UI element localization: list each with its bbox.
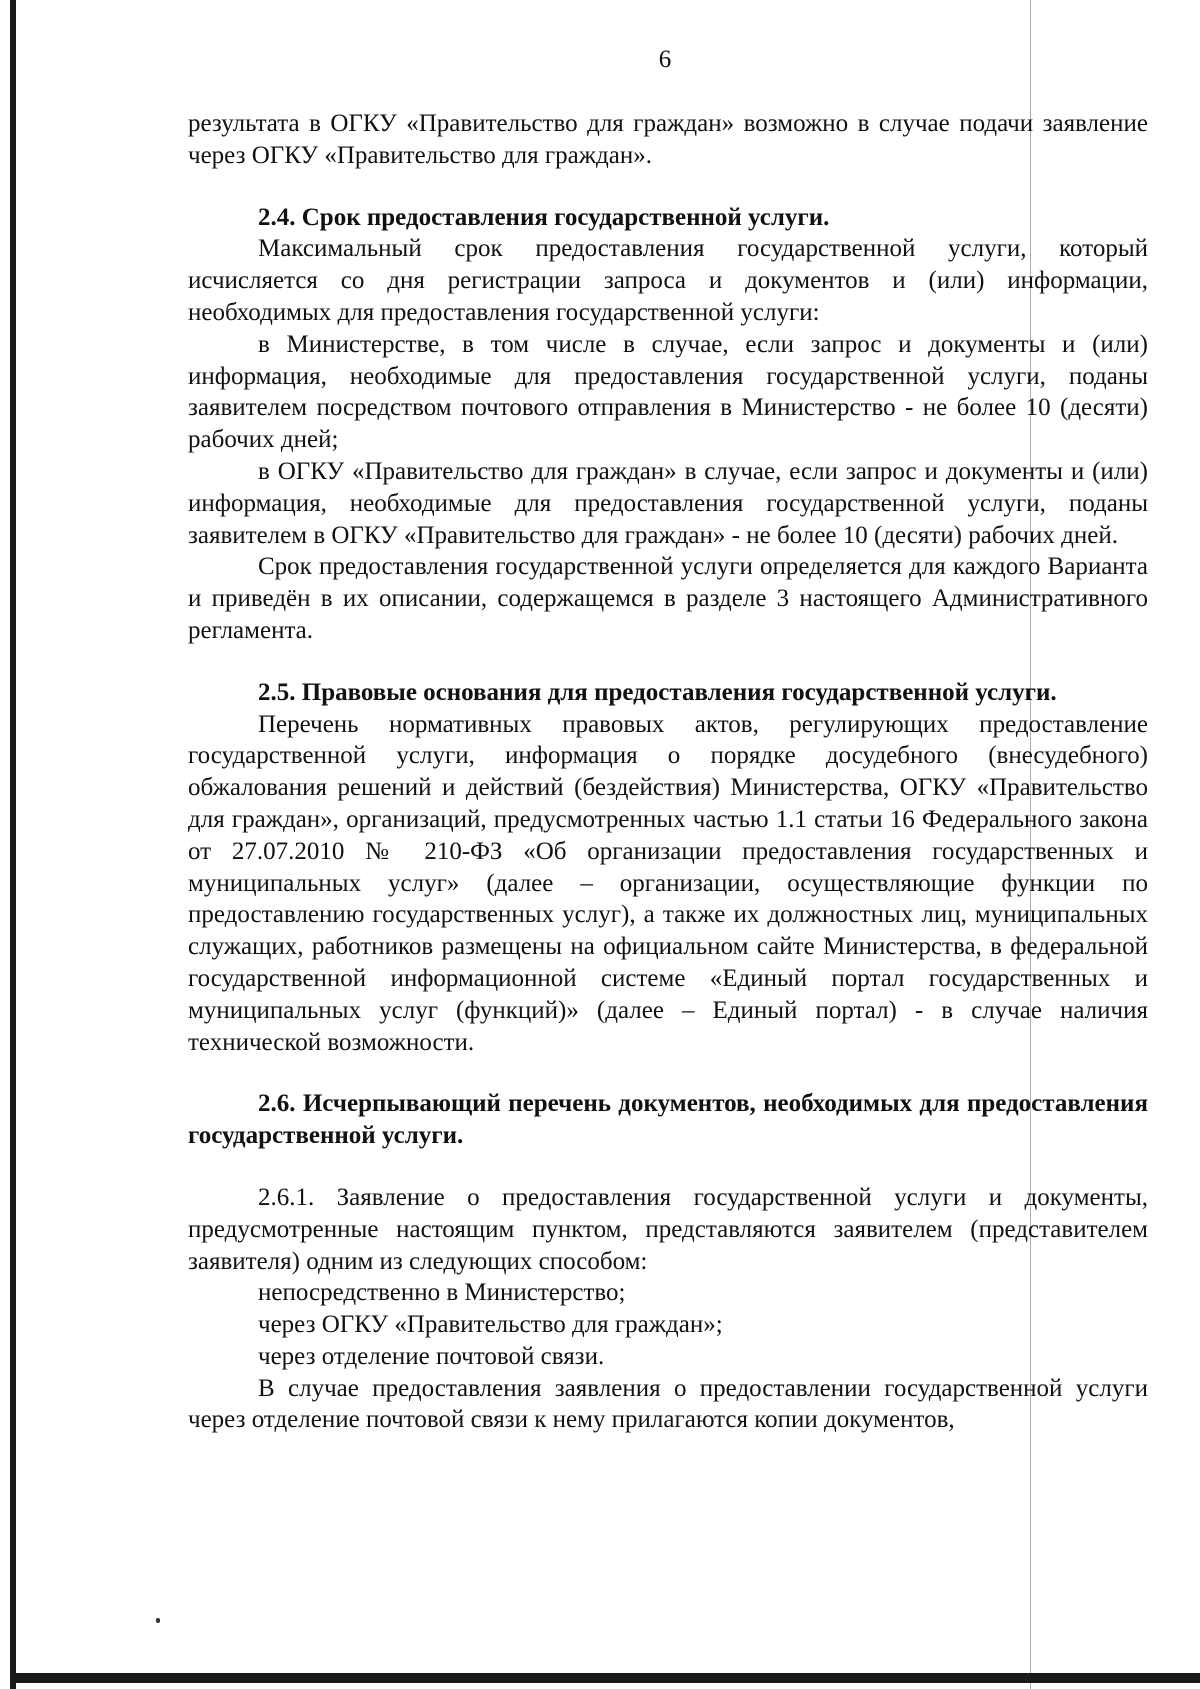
scan-speck	[156, 1618, 160, 1623]
paragraph-2-6-1-d: В случае предоставления заявления о предоставлении государственной услуги через отделение почтовой связи к нему прилагаются копии документов,	[188, 1374, 1148, 1434]
paragraph-2-4-b: в Министерстве, в том числе в случае, если запрос и документы и (или) информация, необходимые для предоставления государственной услуги, поданы заявителем посредством почтового отправления в Министерство - не более 10 (десяти) рабочих дней;	[188, 330, 1148, 454]
paragraph-continued: результата в ОГКУ «Правительство для граждан» возможно в случае подачи заявление через ОГКУ «Правительство для граждан».	[188, 110, 1148, 169]
page-number: 6	[658, 46, 672, 73]
section-heading-2-5: 2.5. Правовые основания для предоставления государственной услуги.	[258, 678, 1057, 706]
paragraph-2-4-a: Максимальный срок предоставления государственной услуги, который исчисляется со дня регистрации запроса и документов и (или) информации, необходимых для предоставления государственной услуги:	[188, 235, 1148, 326]
paragraph-2-4-d: Срок предоставления государственной услуги определяется для каждого Варианта и приведён в их описании, содержащемся в разделе 3 настоящего Административного регламента.	[188, 553, 1148, 644]
scan-left-edge	[10, 0, 16, 1689]
scan-bottom-edge	[10, 1673, 1200, 1683]
paragraph-2-5-a: Перечень нормативных правовых актов, регулирующих предоставление государственной услуги, информация о порядке досудебного (внесудебного) обжалования решений и действий (бездействия) Министерства, ОГКУ «Правительство для граждан», организаций, предусмотренных частью 1.1 статьи 16 Федерального закона от 27.07.2010 № 210-ФЗ «Об организации предоставления государственных и муниципальных услуг» (далее – организации, осуществляющие функции по предоставлению государственных услуг), а также их должностных лиц, муниципальных служащих, работников размещены на официальном сайте Министерства, в федеральной государственной информационной системе «Единый портал государственных и муниципальных услуг (функций)» (далее – Единый портал) - в случае наличия технической возможности.	[188, 710, 1148, 1056]
list-item-ministry: непосредственно в Министерство;	[258, 1279, 626, 1307]
paragraph-2-6-1: 2.6.1. Заявление о предоставления государственной услуги и документы, предусмотренные настоящим пунктом, представляются заявителем (представителем заявителя) одним из следующих способом:	[188, 1183, 1148, 1275]
document-body	[188, 108, 1148, 1436]
list-item-ogku: через ОГКУ «Правительство для граждан»;	[258, 1311, 723, 1339]
list-item-post: через отделение почтовой связи.	[258, 1342, 605, 1370]
section-heading-2-4: 2.4. Срок предоставления государственной услуги.	[258, 203, 830, 231]
paragraph-2-4-c: в ОГКУ «Правительство для граждан» в случае, если запрос и документы и (или) информация, необходимые для предоставления государственной услуги, поданы заявителем в ОГКУ «Правительство для граждан» - не более 10 (десяти) рабочих дней.	[188, 457, 1148, 549]
section-heading-2-6: 2.6. Исчерпывающий перечень документов, необходимых для предоставления государственной услуги.	[188, 1090, 1148, 1150]
